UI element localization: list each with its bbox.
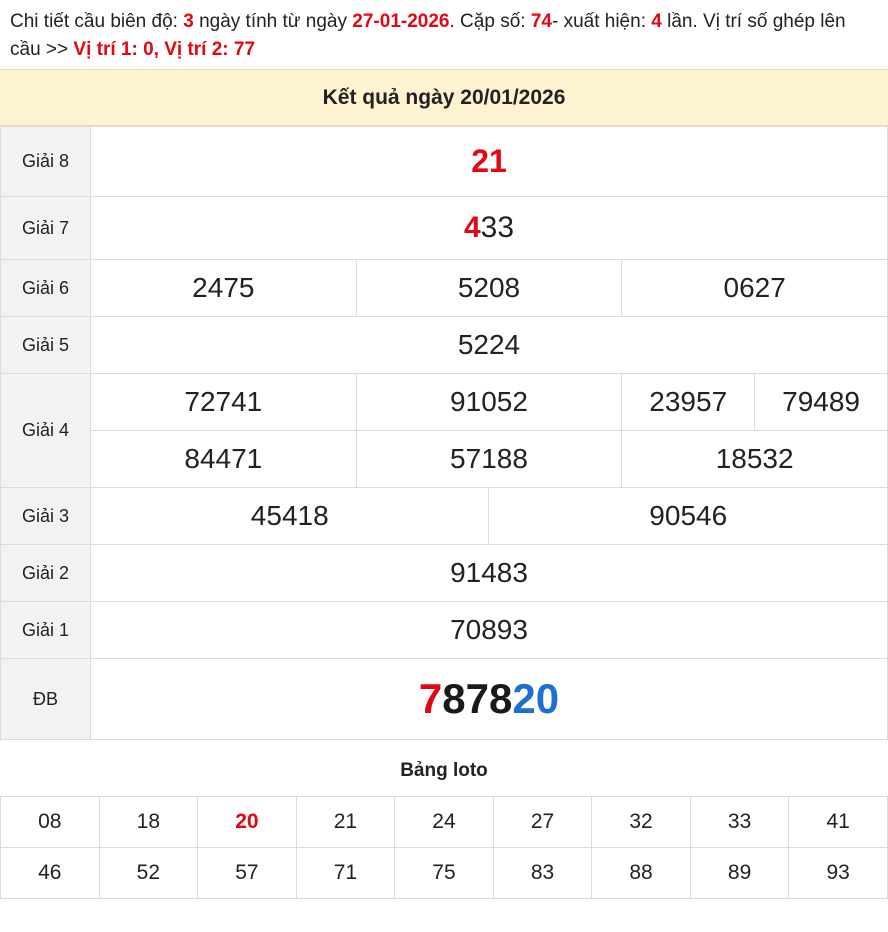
note-part4: - xuất hiện: [551,11,652,32]
loto-cell: 57 [198,848,297,899]
prize-label-g8: Giải 8 [1,127,91,197]
loto-cell: 93 [789,848,888,899]
prize-label-g5: Giải 5 [1,317,91,374]
loto-cell: 27 [493,797,592,848]
prize-label-db: ĐB [1,659,91,740]
prize-value-g1: 70893 [91,602,888,659]
prize-value-g6-1: 2475 [91,260,357,317]
prize-value-g7-red: 4 [463,211,481,245]
note-part3: . Cặp số: [449,11,531,32]
prize-label-g6: Giải 6 [1,260,91,317]
loto-cell: 24 [395,797,494,848]
table-row [1,659,888,740]
note-pair: 74 [530,11,552,32]
loto-cell: 33 [690,797,789,848]
prize-label-g3: Giải 3 [1,488,91,545]
prize-value-g2: 91483 [91,545,888,602]
loto-cell: 21 [296,797,395,848]
prize-label-g1: Giải 1 [1,602,91,659]
prize-label-g7: Giải 7 [1,197,91,260]
loto-table [0,796,888,899]
prize-value-g4-3: 23957 [622,374,755,431]
prize-value-g7 [91,197,888,260]
note-amplitude: 3 [183,11,194,32]
table-row [1,797,888,848]
loto-cell: 89 [690,848,789,899]
prize-value-g6-3: 0627 [622,260,888,317]
prize-value-db-blue: 20 [512,675,560,723]
loto-title: Bảng loto [400,760,488,782]
prize-value-g3-1: 45418 [91,488,489,545]
loto-cell-highlighted: 20 [198,797,297,848]
note-from-date: 27-01-2026 [352,11,450,32]
loto-cell: 08 [1,797,100,848]
table-row [1,431,888,488]
note-part1: Chi tiết cầu biên độ: [10,11,184,32]
note-times: 4 [651,11,662,32]
prize-label-g4: Giải 4 [1,374,91,488]
loto-cell: 71 [296,848,395,899]
prize-value-db-black: 878 [442,675,513,723]
prize-value-g4-7: 18532 [622,431,888,488]
table-row [1,848,888,899]
loto-cell: 41 [789,797,888,848]
prize-value-g7-rest: 33 [480,211,515,245]
results-table [0,126,888,740]
bridge-detail-note [0,0,888,69]
prize-value-g4-4: 79489 [755,374,888,431]
prize-value-db-red: 7 [418,675,443,723]
prize-value-g4-5: 84471 [91,431,357,488]
table-row [1,545,888,602]
loto-cell: 52 [99,848,198,899]
table-row [1,488,888,545]
table-row [1,374,888,431]
prize-value-g6-2: 5208 [356,260,622,317]
loto-cell: 32 [592,797,691,848]
table-row [1,317,888,374]
note-pos2: Vị trí 2: 77 [158,38,256,60]
prize-value-g4-2: 91052 [356,374,622,431]
prize-value-db [91,659,888,740]
note-pos1: Vị trí 1: 0, [73,38,159,60]
loto-cell: 75 [395,848,494,899]
loto-cell: 46 [1,848,100,899]
loto-cell: 88 [592,848,691,899]
table-row [1,127,888,197]
table-row [1,197,888,260]
page-title: Kết quả ngày 20/01/2026 [0,69,888,126]
prize-value-g8: 21 [91,127,888,197]
loto-cell: 18 [99,797,198,848]
prize-label-g2: Giải 2 [1,545,91,602]
prize-value-g3-2: 90546 [489,488,888,545]
note-part2: ngày tính từ ngày [193,11,353,32]
prize-value-g5: 5224 [91,317,888,374]
note-part5: lần. Vị trí số ghép lên cầu >> [10,11,846,60]
loto-cell: 83 [493,848,592,899]
prize-value-g4-6: 57188 [356,431,622,488]
table-row [1,260,888,317]
prize-value-g4-1: 72741 [91,374,357,431]
table-row [1,602,888,659]
